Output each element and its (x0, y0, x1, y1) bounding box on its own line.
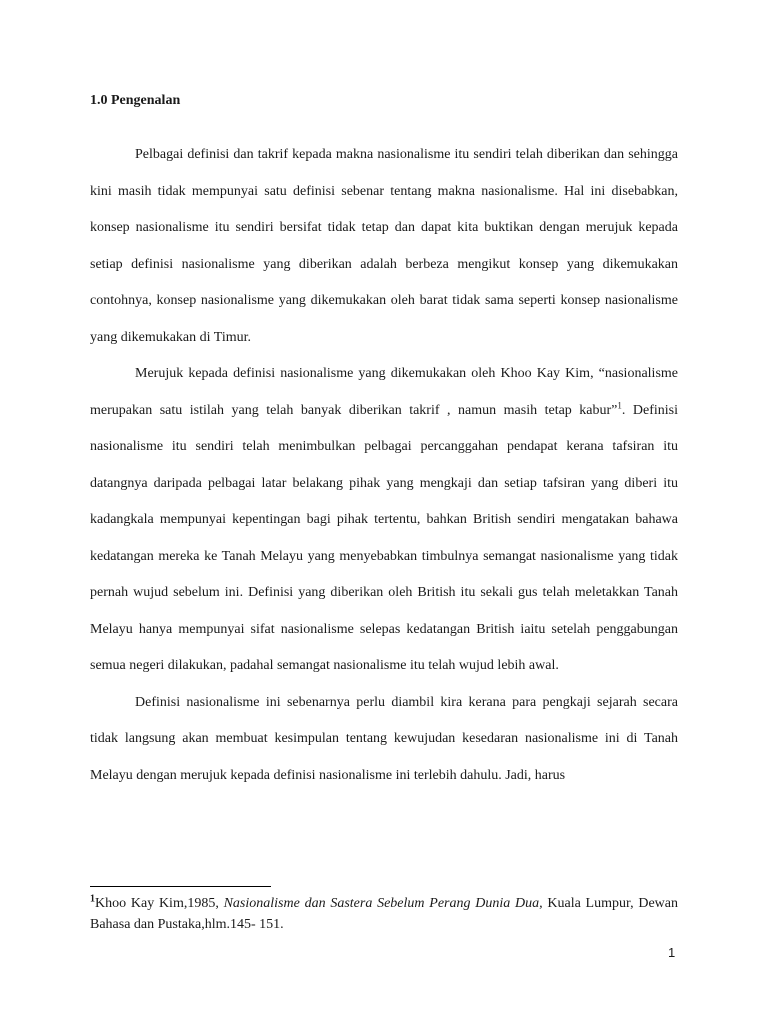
footnote-author-year: Khoo Kay Kim,1985, (95, 896, 224, 911)
footnote-reference[interactable]: 1 (617, 399, 622, 410)
paragraph-1: Pelbagai definisi dan takrif kepada makna nasionalisme itu sendiri telah diberikan dan sehingga kini masih tidak mempunyai satu definisi sebenar tentang makna nasionalisme. Hal ini disebabkan, konsep nasionalisme itu sendiri bersifat tidak tetap dan dapat kita buktikan dengan merujuk kepada setiap definisi nasionalisme yang diberikan adalah berbeza mengikut konsep yang dikemukakan contohnya, konsep nasionalisme yang dikemukakan oleh barat tidak sama seperti konsep nasionalisme yang dikemukakan di Timur. (90, 147, 678, 345)
paragraph-2-part-2: . Definisi nasionalisme itu sendiri telah menimbulkan pelbagai percanggahan pendapat kerana tafsiran itu datangnya daripada pelbagai latar belakang pihak yang mengkaji dan setiap tafsiran yang diberi itu kadangkala mempunyai kepentingan bagi pihak tertentu, bahkan British sendiri mengatakan bahawa kedatangan mereka ke Tanah Melayu yang menyebabkan timbulnya semangat nasionalisme yang tidak pernah wujud sebelum ini. Definisi yang diberikan oleh British itu sekali gus telah meletakkan Tanah Melayu hanya mempunyai sifat nasionalisme selepas kedatangan British iaitu setelah penggabungan semua negeri dilakukan, padahal semangat nasionalisme itu telah wujud lebih awal. (90, 402, 678, 673)
section-heading: 1.0 Pengenalan (90, 93, 181, 108)
footnote-publisher: Kuala Lumpur, Dewan Bahasa dan Pustaka,hlm.145- 151. (90, 896, 678, 932)
paragraph-2 (90, 356, 678, 685)
footnote (90, 893, 678, 935)
footnote-separator (90, 886, 271, 887)
page-number: 1 (668, 945, 676, 960)
paragraph-3: Definisi nasionalisme ini sebenarnya perlu diambil kira kerana para pengkaji sejarah secara tidak langsung akan membuat kesimpulan tentang kewujudan kesedaran nasionalisme ini di Tanah Melayu dengan merujuk kepada definisi nasionalisme ini terlebih dahulu. Jadi, harus (90, 694, 678, 783)
paragraph-2-part-1: Merujuk kepada definisi nasionalisme yang dikemukakan oleh Khoo Kay Kim, “nasionalisme merupakan satu istilah yang telah banyak diberikan takrif , namun masih tetap kabur” (90, 366, 678, 418)
body-text (90, 137, 678, 794)
footnote-mark: 1 (90, 893, 95, 905)
footnote-title: Nasionalisme dan Sastera Sebelum Perang Dunia Dua, (223, 896, 543, 911)
